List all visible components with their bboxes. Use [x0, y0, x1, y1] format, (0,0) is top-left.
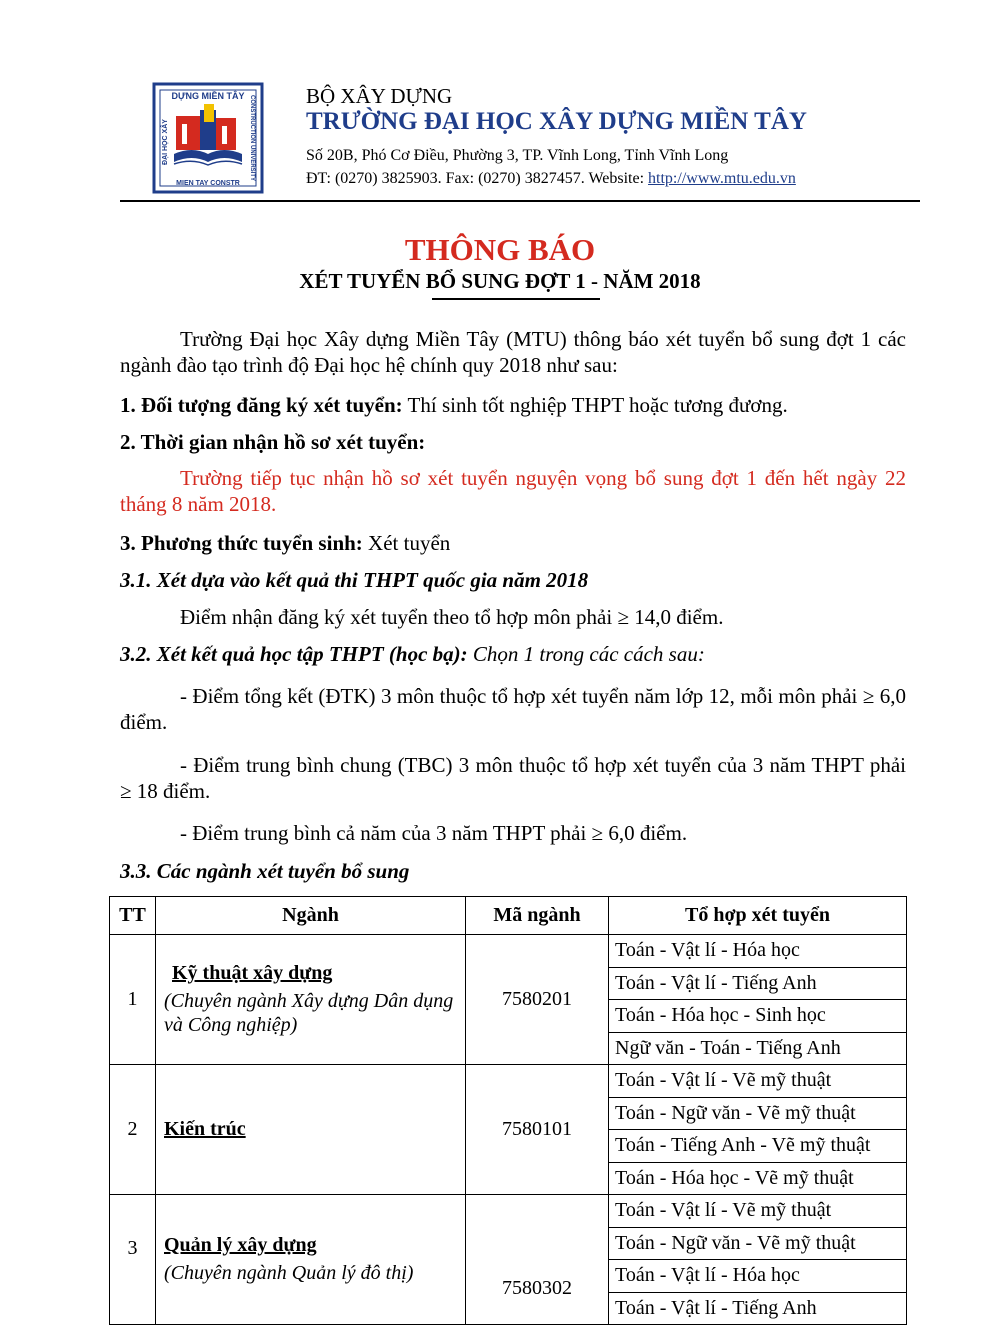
combo-cell: Toán - Hóa học - Vẽ mỹ thuật — [609, 1162, 907, 1195]
section-1-label: 1. Đối tượng đăng ký xét tuyển: — [120, 393, 403, 417]
subtitle-underline — [432, 298, 600, 300]
section-3-text: Xét tuyển — [362, 531, 451, 555]
school-contact — [306, 170, 796, 188]
major-code: 7580101 — [466, 1065, 609, 1195]
major-cell — [156, 1195, 466, 1325]
header-divider — [120, 200, 920, 202]
header-major: Ngành — [156, 897, 466, 935]
header-code: Mã ngành — [466, 897, 609, 935]
combo-cell: Toán - Ngữ văn - Vẽ mỹ thuật — [609, 1227, 907, 1260]
major-cell — [156, 935, 466, 1065]
option-2: - Điểm trung bình chung (TBC) 3 môn thuộc tổ hợp xét tuyển của 3 năm THPT phải ≥ 18 điểm. — [120, 753, 906, 803]
section-3-1-text: Điểm nhận đăng ký xét tuyển theo tổ hợp môn phải ≥ 14,0 điểm. — [180, 605, 724, 629]
section-3-1-label: 3.1. Xét dựa vào kết quả thi THPT quốc gia năm 2018 — [120, 568, 589, 592]
website-link[interactable]: http://www.mtu.edu.vn — [648, 170, 796, 187]
table-row — [110, 1065, 907, 1098]
combo-cell: Toán - Vật lí - Vẽ mỹ thuật — [609, 1195, 907, 1228]
major-name: Kỹ thuật xây dựng — [172, 962, 333, 984]
option-3: - Điểm trung bình cả năm của 3 năm THPT phải ≥ 6,0 điểm. — [180, 821, 688, 845]
section-3 — [120, 530, 450, 556]
section-3-2 — [120, 641, 705, 667]
header-tt: TT — [110, 897, 156, 935]
combo-cell: Toán - Vật lí - Tiếng Anh — [609, 967, 907, 1000]
major-subtitle: (Chuyên ngành Xây dựng Dân dụng và Công nghiệp) — [164, 990, 454, 1036]
notice-subtitle: XÉT TUYỂN BỔ SUNG ĐỢT 1 - NĂM 2018 — [299, 269, 701, 293]
logo-top-text: DỰNG MIỀN TÂY — [171, 91, 245, 101]
combo-cell: Toán - Tiếng Anh - Vẽ mỹ thuật — [609, 1130, 907, 1163]
major-name: Kiến trúc — [164, 1118, 246, 1140]
combo-cell: Toán - Vật lí - Hóa học — [609, 935, 907, 968]
row-number: 3 — [110, 1195, 156, 1325]
section-3-3-label: 3.3. Các ngành xét tuyển bổ sung — [120, 859, 410, 883]
major-code: 7580201 — [466, 935, 609, 1065]
notice-title: THÔNG BÁO — [404, 232, 596, 267]
major-code: 7580302 — [466, 1195, 609, 1325]
combo-cell: Toán - Vật lí - Hóa học — [609, 1260, 907, 1293]
section-1-text: Thí sinh tốt nghiệp THPT hoặc tương đương. — [402, 393, 788, 417]
combo-cell: Ngữ văn - Toán - Tiếng Anh — [609, 1032, 907, 1065]
combo-cell: Toán - Hóa học - Sinh học — [609, 1000, 907, 1033]
section-3-2-label: 3.2. Xét kết quả học tập THPT (học bạ): — [120, 642, 468, 666]
university-logo — [152, 82, 264, 194]
table-row — [110, 935, 907, 968]
contact-phone-fax: ĐT: (0270) 3825903. Fax: (0270) 3827457. Website: — [306, 170, 649, 187]
combo-cell: Toán - Ngữ văn - Vẽ mỹ thuật — [609, 1097, 907, 1130]
section-1 — [120, 392, 788, 418]
logo-left-text: ĐẠI HỌC XÂY — [162, 119, 169, 165]
section-3-2-text: Chọn 1 trong các cách sau: — [467, 642, 705, 666]
school-name: TRƯỜNG ĐẠI HỌC XÂY DỰNG MIỀN TÂY — [306, 108, 807, 135]
row-number: 1 — [110, 935, 156, 1065]
school-address: Số 20B, Phó Cơ Điều, Phường 3, TP. Vĩnh Long, Tỉnh Vĩnh Long — [306, 147, 729, 164]
section-2-text: Trường tiếp tục nhận hồ sơ xét tuyển nguyện vọng bổ sung đợt 1 đến hết ngày 22 tháng 8 năm 2018. — [120, 466, 906, 516]
section-3-label: 3. Phương thức tuyển sinh: — [120, 531, 363, 555]
table-header-row — [110, 897, 907, 935]
major-name: Quản lý xây dựng — [164, 1234, 317, 1256]
logo-right-text: CONSTRUCTION UNIVERSITY — [249, 94, 255, 182]
major-subtitle: (Chuyên ngành Quản lý đô thị) — [164, 1262, 414, 1284]
logo-bottom-text: MIEN TAY CONSTR — [176, 180, 240, 187]
header-combos: Tổ hợp xét tuyển — [609, 897, 907, 935]
ministry-name: BỘ XÂY DỰNG — [306, 84, 453, 108]
row-number: 2 — [110, 1065, 156, 1195]
majors-table — [109, 896, 907, 1325]
table-row — [110, 1195, 907, 1228]
intro-paragraph: Trường Đại học Xây dựng Miền Tây (MTU) thông báo xét tuyển bổ sung đợt 1 các ngành đào tạo trình độ Đại học hệ chính quy 2018 như sau: — [120, 327, 906, 377]
section-2-label: 2. Thời gian nhận hồ sơ xét tuyển: — [120, 430, 426, 454]
combo-cell: Toán - Vật lí - Tiếng Anh — [609, 1292, 907, 1325]
combo-cell: Toán - Vật lí - Vẽ mỹ thuật — [609, 1065, 907, 1098]
major-cell — [156, 1065, 466, 1195]
option-1: - Điểm tổng kết (ĐTK) 3 môn thuộc tổ hợp xét tuyển năm lớp 12, mỗi môn phải ≥ 6,0 điểm. — [120, 684, 906, 734]
